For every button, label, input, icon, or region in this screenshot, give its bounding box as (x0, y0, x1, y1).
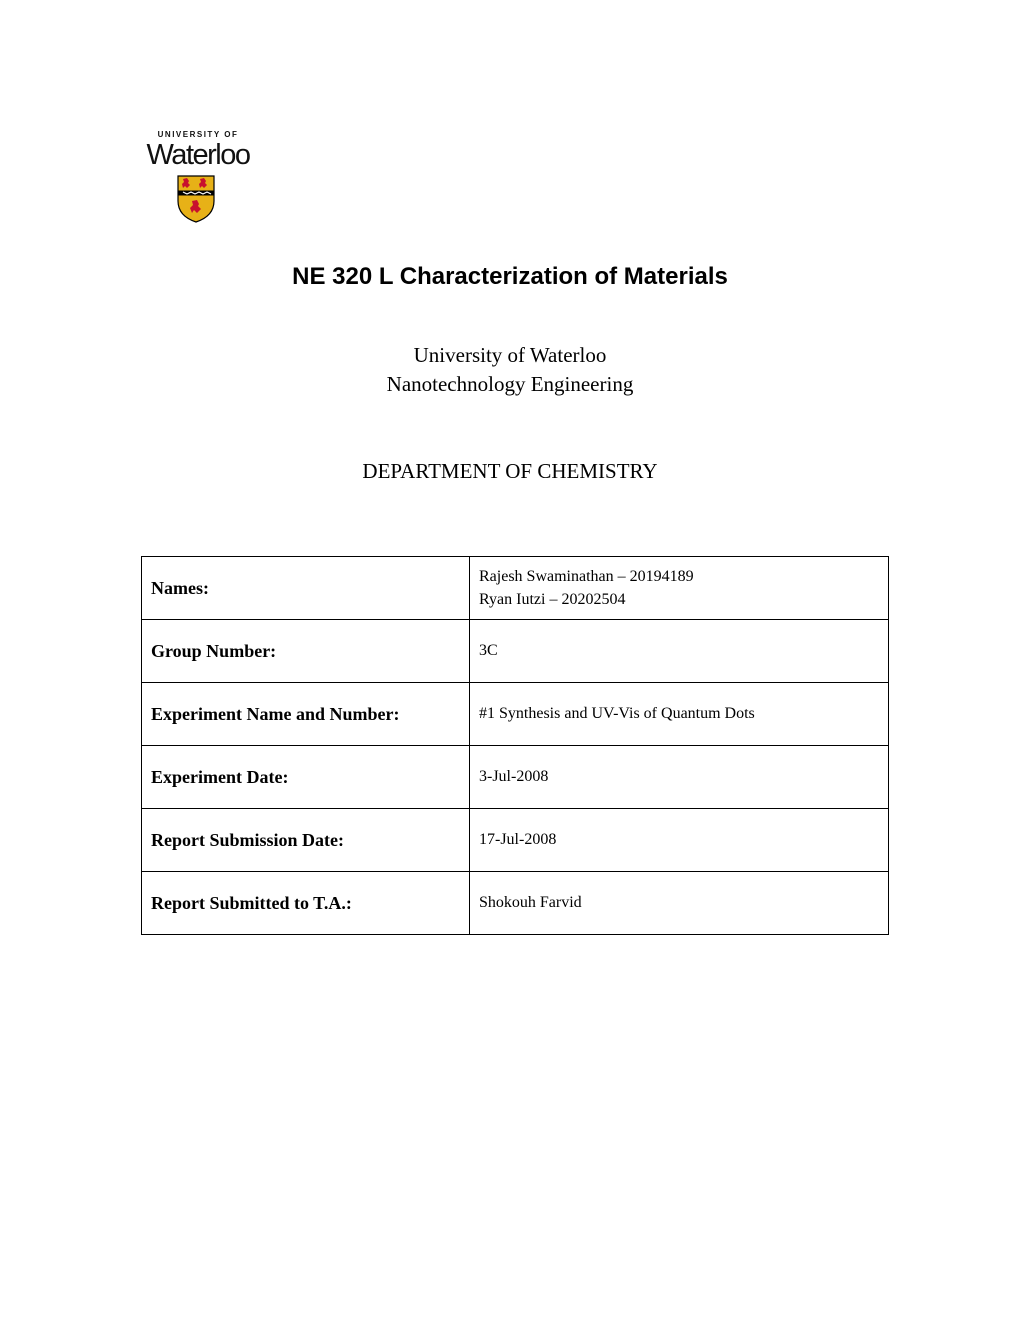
university-logo (137, 130, 259, 226)
table-row (142, 557, 889, 620)
row-label: Experiment Date: (142, 746, 470, 809)
row-value: #1 Synthesis and UV-Vis of Quantum Dots (470, 683, 889, 746)
logo-university-of: UNIVERSITY OF (157, 130, 239, 139)
row-value: 3C (470, 620, 889, 683)
table-row (142, 746, 889, 809)
table-row (142, 872, 889, 935)
report-info-table (141, 556, 889, 935)
row-label: Report Submitted to T.A.: (142, 872, 470, 935)
department-name: DEPARTMENT OF CHEMISTRY (362, 459, 658, 483)
table-row (142, 620, 889, 683)
row-label: Report Submission Date: (142, 809, 470, 872)
row-label: Experiment Name and Number: (142, 683, 470, 746)
row-value: Shokouh Farvid (470, 872, 889, 935)
logo-wordmark: Waterloo (146, 139, 250, 171)
row-label: Names: (142, 557, 470, 620)
row-value (470, 557, 889, 620)
row-value: 17-Jul-2008 (470, 809, 889, 872)
table-row (142, 809, 889, 872)
institution-name: University of Waterloo (413, 343, 607, 367)
table-row (142, 683, 889, 746)
row-label: Group Number: (142, 620, 470, 683)
page-title: NE 320 L Characterization of Materials (292, 263, 728, 290)
name-line: Ryan Iutzi – 20202504 (479, 591, 626, 608)
shield-crest-icon (177, 175, 215, 223)
name-line: Rajesh Swaminathan – 20194189 (479, 568, 694, 585)
row-value: 3-Jul-2008 (470, 746, 889, 809)
program-name: Nanotechnology Engineering (386, 372, 634, 396)
